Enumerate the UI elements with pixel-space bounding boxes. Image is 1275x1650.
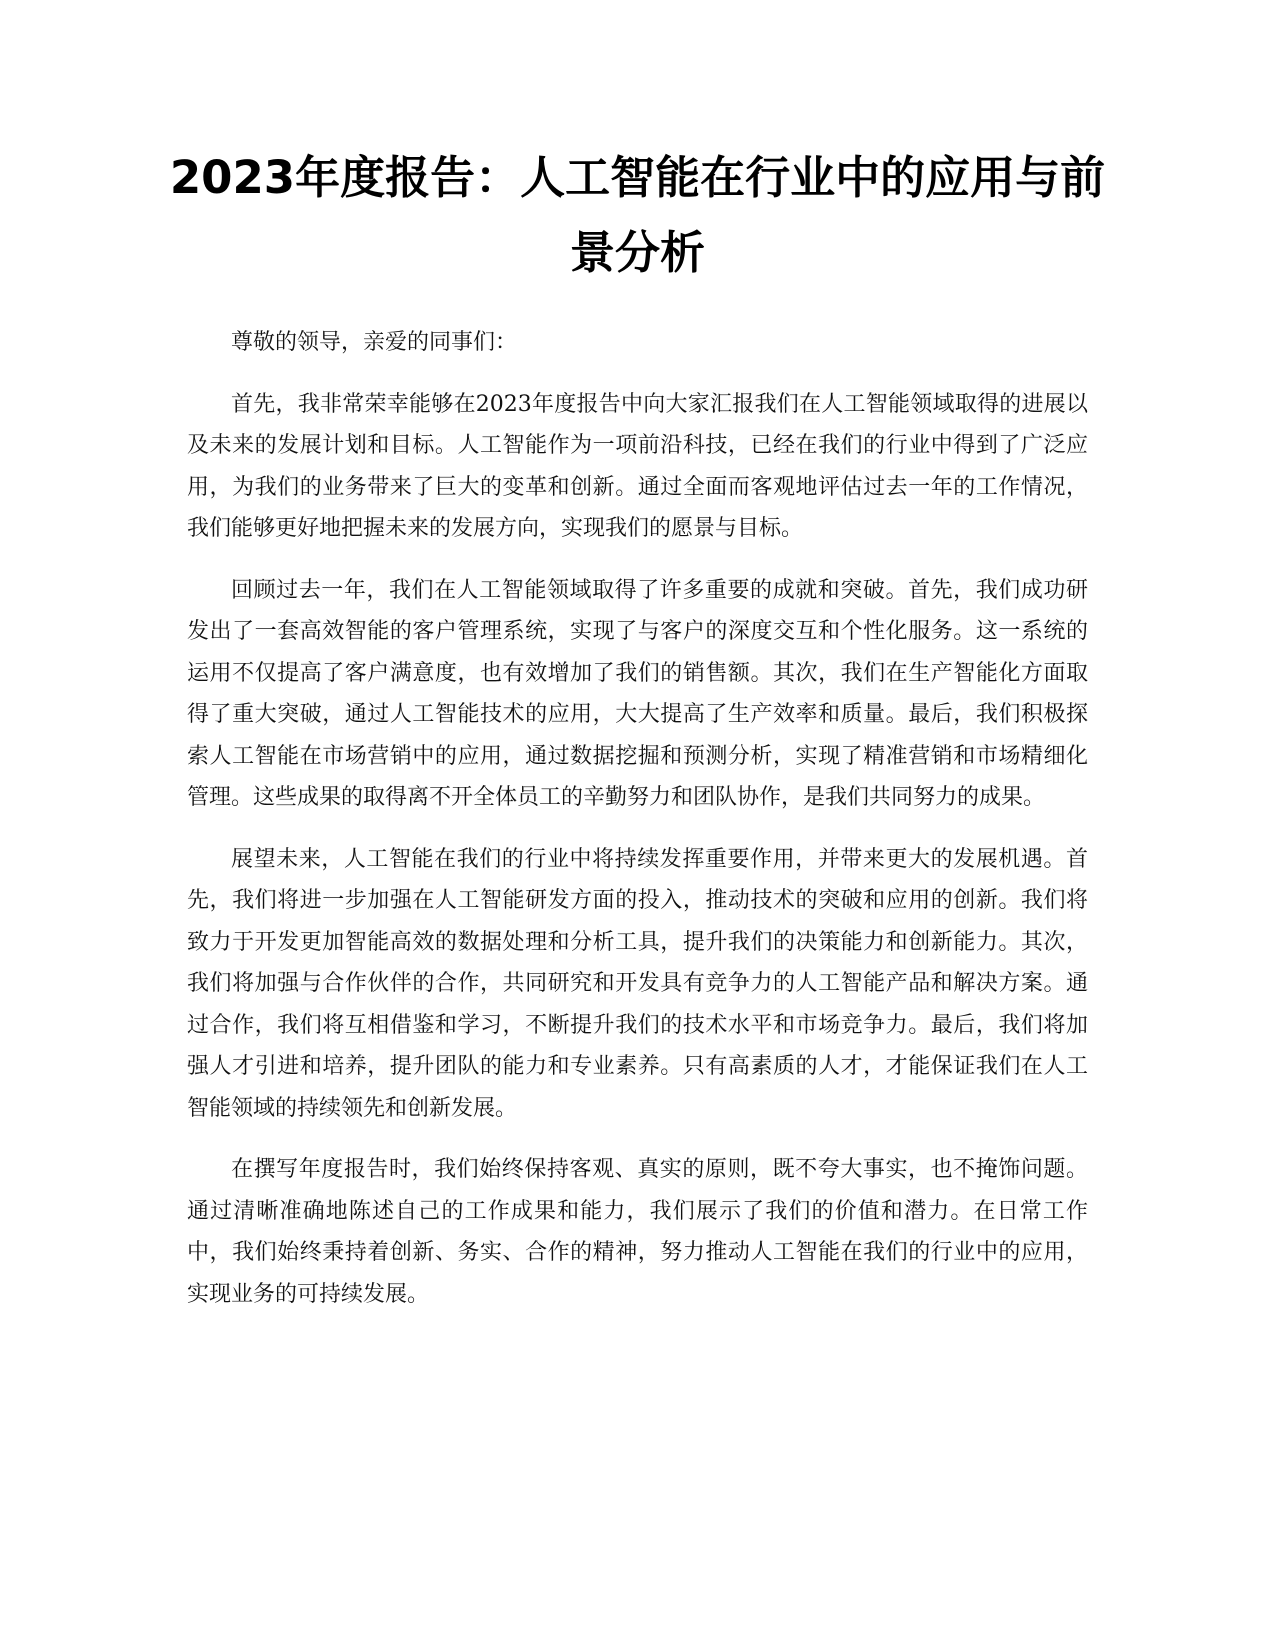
outlook-paragraph: 展望未来，人工智能在我们的行业中将持续发挥重要作用，并带来更大的发展机遇。首先，我们将进一步加强在人工智能研发方面的投入，推动技术的突破和应用的创新。我们将致力于开发更加智能高效的数据处理和分析工具，提升我们的决策能力和创新能力。其次，我们将加强与合作伙伴的合作，共同研究和开发具有竞争力的人工智能产品和解决方案。通过合作，我们将互相借鉴和学习，不断提升我们的技术水平和市场竞争力。最后，我们将加强人才引进和培养，提升团队的能力和专业素养。只有高素质的人才，才能保证我们在人工智能领域的持续领先和创新发展。 bbox=[187, 846, 1088, 1121]
salutation-paragraph: 尊敬的领导，亲爱的同事们： bbox=[231, 330, 518, 355]
conclusion-paragraph: 在撰写年度报告时，我们始终保持客观、真实的原则，既不夸大事实，也不掩饰问题。通过清晰准确地陈述自己的工作成果和能力，我们展示了我们的价值和潜力。在日常工作中，我们始终秉持着创新、务实、合作的精神，努力推动人工智能在我们的行业中的应用，实现业务的可持续发展。 bbox=[187, 1157, 1088, 1307]
review-paragraph: 回顾过去一年，我们在人工智能领域取得了许多重要的成就和突破。首先，我们成功研发出了一套高效智能的客户管理系统，实现了与客户的深度交互和个性化服务。这一系统的运用不仅提高了客户满意度，也有效增加了我们的销售额。其次，我们在生产智能化方面取得了重大突破，通过人工智能技术的应用，大大提高了生产效率和质量。最后，我们积极探索人工智能在市场营销中的应用，通过数据挖掘和预测分析，实现了精准营销和市场精细化管理。这些成果的取得离不开全体员工的辛勤努力和团队协作，是我们共同努力的成果。 bbox=[187, 577, 1088, 810]
document-title: 2023年度报告：人工智能在行业中的应用与前景分析 bbox=[169, 151, 1106, 279]
document-body bbox=[187, 322, 1088, 1335]
intro-paragraph: 首先，我非常荣幸能够在2023年度报告中向大家汇报我们在人工智能领域取得的进展以及未来的发展计划和目标。人工智能作为一项前沿科技，已经在我们的行业中得到了广泛应用，为我们的业务带来了巨大的变革和创新。通过全面而客观地评估过去一年的工作情况，我们能够更好地把握未来的发展方向，实现我们的愿景与目标。 bbox=[187, 391, 1088, 541]
